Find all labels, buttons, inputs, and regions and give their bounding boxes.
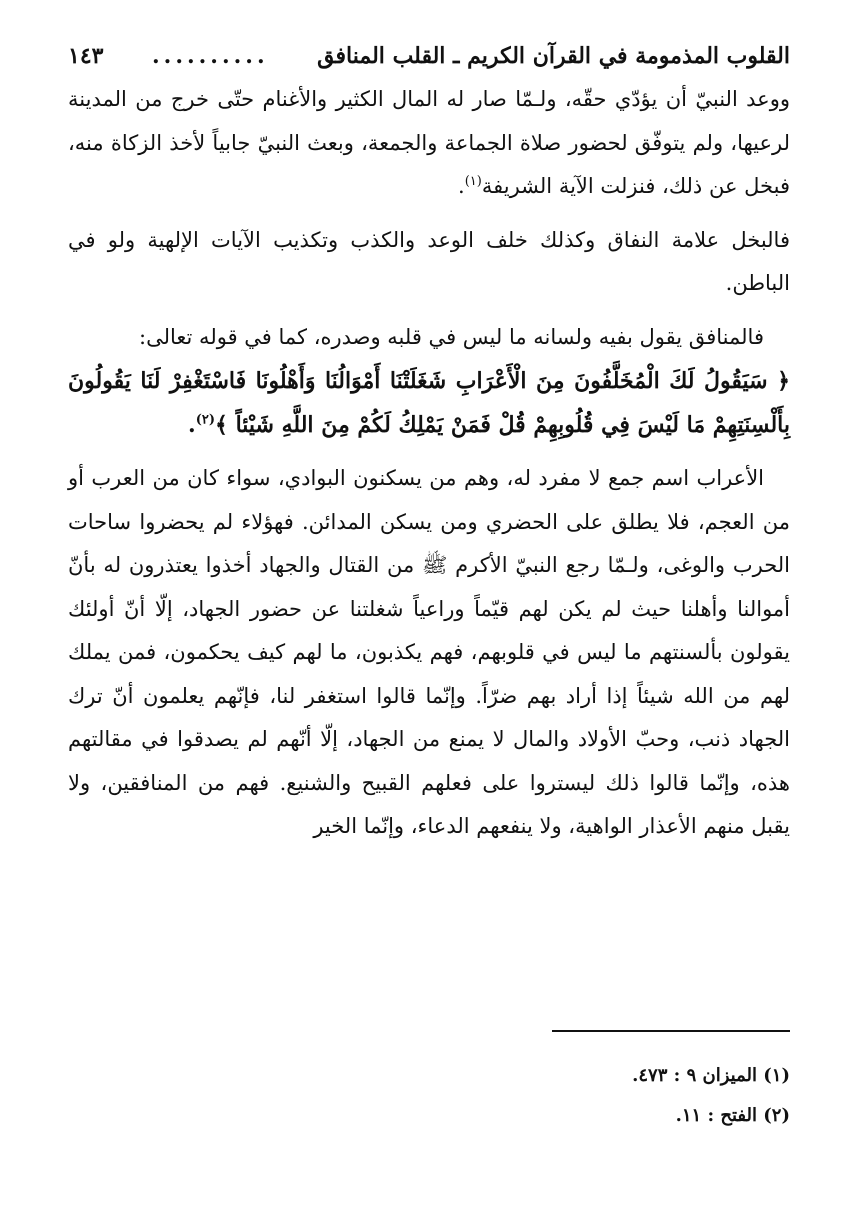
- paragraph-2: فالبخل علامة النفاق وكذلك خلف الوعد والكذب وتكذيب الآيات الإلهية ولو في الباطن.: [68, 227, 790, 295]
- header-title: القلوب المذمومة في القرآن الكريم ـ القلب المنافق: [317, 43, 790, 69]
- quran-verse-end: .: [188, 412, 196, 438]
- running-header: [68, 34, 790, 78]
- quran-verse-text: ﴿ سَيَقُولُ لَكَ الْمُخَلَّفُونَ مِنَ الْأَعْرَابِ شَغَلَتْنَا أَمْوَالُنَا وَأَهْلُونَا فَاسْتَغْفِرْ لَنَا يَقُولُونَ بِأَلْسِنَتِهِمْ مَا لَيْسَ فِي قُلُوبِهِمْ قُلْ فَمَنْ يَمْلِكُ لَكُمْ مِنَ اللَّهِ شَيْئاً ﴾: [68, 368, 790, 438]
- footnote-ref-1: (١): [464, 174, 482, 189]
- paragraph-3: فالمنافق يقول بفيه ولسانه ما ليس في قلبه وصدره، كما في قوله تعالى:: [139, 324, 764, 349]
- footnote-2: (٢) الفتح : ١١.: [675, 1105, 790, 1126]
- paragraph-4: الأعراب اسم جمع لا مفرد له، وهم من يسكنون البوادي، سواء كان من العرب أو من العجم، فلا يطلق على الحضري ومن يسكن المدائن. فهؤلاء لم يحضروا ساحات الحرب والوغى، ولـمّا رجع النبيّ الأكرم ﷺ من القتال والجهاد أخذوا يعتذرون له بأنّ أموالنا وأهلنا حيث لم يكن لهم قيّماً وراعياً شغلتنا عن حضور الجهاد، إلّا أنّ أولئك يقولون بألسنتهم ما ليس في قلوبهم، فهم يكذبون، ما لهم كيف يحكمون، فمن يملك لهم من الله شيئاً إذا أراد بهم ضرّاً. وإنّما قالوا استغفر لنا، فإنّهم يعلمون أنّ ترك الجهاد ذنب، وحبّ الأولاد والمال لا يمنع من الجهاد، إلّا أنّهم لم يصدقوا في مقالتهم هذه، وإنّما قالوا ذلك ليستروا على فعلهم القبيح والشنيع. فهم من المنافقين، ولا يقبل منهم الأعذار الواهية، ولا ينفعهم الدعاء، وإنّما الخير: [68, 466, 790, 838]
- paragraph-1: [68, 78, 790, 209]
- footnote-ref-2: (٢): [195, 412, 216, 428]
- header-dot-leader: ..........: [152, 43, 269, 69]
- paragraph-1-text: ووعد النبيّ أن يؤدّي حقّه، ولـمّا صار له المال الكثير والأغنام حتّى خرج من المدينة لرعيها، ولم يتوفّق لحضور صلاة الجماعة والجمعة، وبعث النبيّ جابياً لأخذ الزكاة منه، فبخل عن ذلك، فنزلت الآية الشريفة: [68, 87, 790, 198]
- page-number: ١٤٣: [68, 43, 104, 69]
- footnote-1: (١) الميزان ٩ : ٤٧٣.: [632, 1065, 790, 1086]
- quran-verse: [68, 359, 790, 447]
- footnote-separator: [552, 1030, 790, 1032]
- document-page: [68, 34, 790, 1180]
- paragraph-1-end: .: [458, 174, 465, 198]
- footnotes: [68, 1030, 790, 1136]
- footnote-list: [68, 1046, 790, 1136]
